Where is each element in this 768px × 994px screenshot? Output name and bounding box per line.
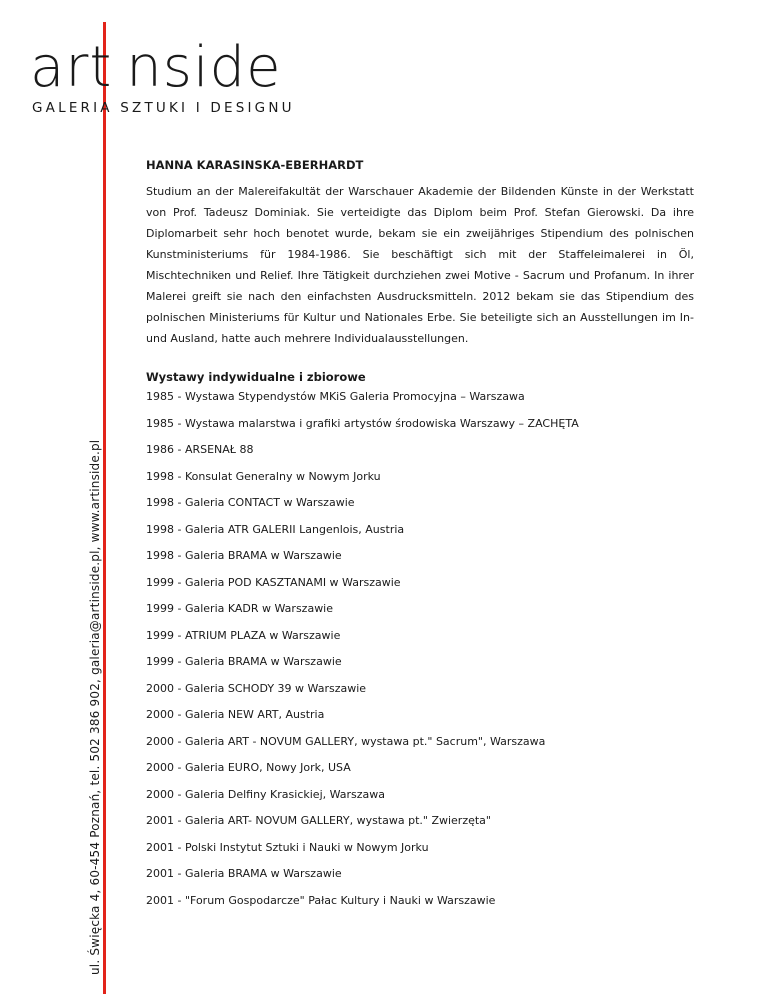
exhibition-item: 2000 - Galeria EURO, Nowy Jork, USA — [146, 761, 351, 774]
gallery-tagline: GALERIA SZTUKI I DESIGNU — [32, 100, 295, 116]
exhibition-item: 2000 - Galeria ART - NOVUM GALLERY, wystawa pt." Sacrum", Warszawa — [146, 734, 546, 748]
exhibition-item: 1999 - Galeria BRAMA w Warszawie — [146, 655, 342, 668]
exhibition-item: 1998 - Galeria CONTACT w Warszawie — [146, 496, 355, 509]
exhibition-item: 1986 - ARSENAŁ 88 — [146, 443, 254, 456]
logo-text-left: art — [30, 35, 113, 100]
artinside-logo — [30, 35, 282, 100]
exhibition-item: 2000 - Galeria SCHODY 39 w Warszawie — [146, 681, 367, 695]
exhibition-item: 1999 - Galeria KADR w Warszawie — [146, 602, 334, 615]
exhibition-item: 1999 - Galeria POD KASZTANAMI w Warszawie — [146, 575, 401, 589]
exhibition-item: 1998 - Konsulat Generalny w Nowym Jorku — [146, 469, 381, 483]
red-divider-line — [103, 22, 106, 994]
artist-name-heading: HANNA KARASINSKA-EBERHARDT — [146, 158, 364, 172]
document-body — [146, 157, 694, 920]
exhibition-item: 2001 - Galeria BRAMA w Warszawie — [146, 867, 342, 880]
logo-text-right: nside — [126, 35, 282, 100]
exhibition-item: 1998 - Galeria ATR GALERII Langenlois, Austria — [146, 522, 405, 536]
exhibition-item: 1985 - Wystawa malarstwa i grafiki artystów środowiska Warszawy – ZACHĘTA — [146, 416, 579, 430]
exhibition-item: 2000 - Galeria NEW ART, Austria — [146, 708, 325, 721]
artist-biography: Studium an der Malereifakultät der Warschauer Akademie der Bildenden Künste in der Werkstatt von Prof. Tadeusz Dominiak. Sie verteidigte das Diplom beim Prof. Stefan Gierowski. Da ihre Diplomarbeit sehr hoch benotet wurde, bekam sie ein zweijähriges Stipendium des polnischen Kunstministeriums für 1984-1986. Sie beschäftigt sich mit der Staffeleimalerei in Öl, Mischtechniken und Relief. Ihre Tätigkeit durchziehen zwei Motive - Sacrum und Profanum. In ihrer Malerei greift sie nach den einfachsten Ausdrucksmitteln. 2012 bekam sie das Stipendium des polnischen Ministeriums für Kultur und Nationales Erbe. Sie beteiligte sich an Ausstellungen im In- und Ausland, hatte auch mehrere Individualausstellungen. — [146, 185, 694, 345]
exhibition-item: 1985 - Wystawa Stypendystów MKiS Galeria Promocyjna – Warszawa — [146, 390, 525, 403]
exhibitions-heading: Wystawy indywidualne i zbiorowe — [146, 370, 366, 384]
exhibitions-list — [146, 390, 694, 920]
exhibition-item: 2001 - "Forum Gospodarcze" Pałac Kultury i Nauki w Warszawie — [146, 893, 496, 907]
exhibition-item: 1999 - ATRIUM PLAZA w Warszawie — [146, 628, 341, 642]
exhibition-item: 2001 - Galeria ART- NOVUM GALLERY, wystawa pt." Zwierzęta" — [146, 814, 491, 827]
exhibition-item: 1998 - Galeria BRAMA w Warszawie — [146, 549, 342, 562]
exhibition-item: 2001 - Polski Instytut Sztuki i Nauki w Nowym Jorku — [146, 840, 429, 854]
contact-sidebar-text: ul. Święcka 4, 60-454 Poznań, tel. 502 386 902, galeria@artinside.pl, www.artinside.pl — [88, 439, 102, 975]
exhibition-item: 2000 - Galeria Delfiny Krasickiej, Warszawa — [146, 787, 386, 801]
